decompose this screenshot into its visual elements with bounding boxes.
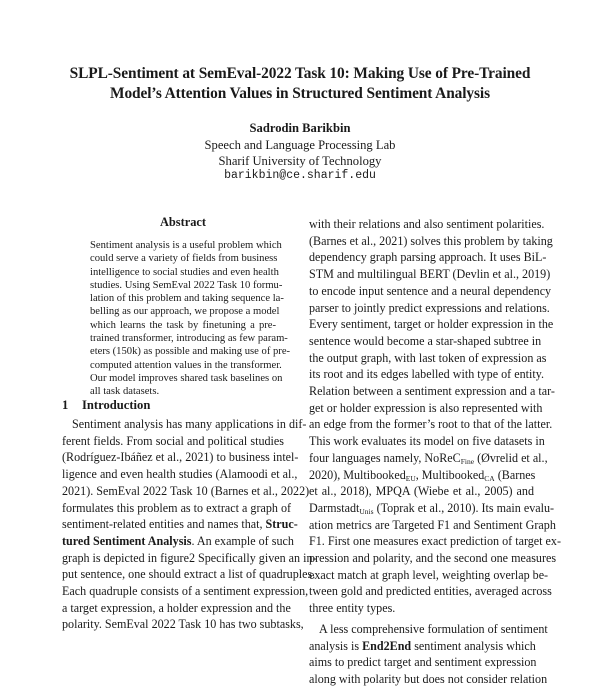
section-number: 1: [62, 398, 69, 412]
body-line: (Rodríguez-Ibáñez et al., 2021) to business intel-: [62, 450, 299, 465]
body-line: Relation between a sentiment expression and a tar-: [309, 384, 555, 399]
section-title: Introduction: [82, 398, 151, 412]
body-line: graph is depicted in figure2 Specifically given an in-: [62, 550, 317, 565]
body-line: Sentiment analysis has many applications in dif-: [72, 417, 307, 431]
bold-term: End2End: [362, 638, 412, 653]
subscript: Fine: [460, 456, 475, 466]
body-text: (Øvrelid et al.,: [474, 450, 548, 465]
abstract-line: computed attention values in the transformer.: [90, 359, 282, 371]
body-line: 2021). SemEval 2022 Task 10 (Barnes et al., 2022): [62, 483, 310, 498]
body-line: polarity. SemEval 2022 Task 10 has two subtasks,: [62, 617, 304, 632]
body-line: along with polarity but does not consider relation: [309, 671, 548, 686]
body-line: Every sentiment, target or holder expression in the: [309, 317, 554, 332]
affiliation-line-1: Speech and Language Processing Lab: [204, 137, 396, 152]
author-block: [0, 120, 600, 170]
title-line-1: SLPL-Sentiment at SemEval-2022 Task 10: Making Use of Pre-Trained: [69, 65, 531, 82]
body-text: (Toprak et al., 2010). Its main evalu-: [373, 500, 555, 515]
body-text: sentiment analysis which: [411, 638, 536, 653]
abstract-line: could serve a variety of fields from business: [90, 253, 278, 265]
abstract-line: studies. Using SemEval 2022 Task 10 formu-: [90, 279, 283, 291]
body-line: ation metrics are Targeted F1 and Sentiment Graph: [309, 517, 556, 532]
abstract-body: [90, 239, 291, 399]
body-text: 2020), Multibooked: [309, 467, 406, 482]
body-line: sentence would become a star-shaped subtree in: [309, 333, 542, 348]
subscript: CA: [484, 473, 495, 483]
abstract-line: trained transformer, introducing as few param-: [90, 333, 288, 345]
abstract-line: Our model improves shared task baselines on: [90, 372, 283, 384]
abstract-line: lation of this problem and taking sequence la-: [90, 293, 284, 305]
body-line: a target expression, a holder expression and the: [62, 600, 291, 615]
abstract-line: belling as our approach, we propose a model: [90, 306, 280, 318]
body-line: (Barnes et al., 2021) solves this problem by taking: [309, 233, 553, 248]
bold-term: tured Sentiment Analysis: [62, 533, 192, 548]
section-heading-introduction: [62, 398, 150, 413]
body-line: the output graph, with last token of expression as: [309, 350, 547, 365]
body-text: . An example of such: [191, 533, 294, 548]
body-line: tween gold and predicted entities, averaged across: [309, 584, 552, 599]
body-line: pression and polarity, and the second one measures: [309, 551, 557, 566]
body-line: [309, 450, 548, 467]
body-line: three entity types.: [309, 601, 396, 616]
body-line: formulates this problem as to extract a graph of: [62, 500, 292, 515]
body-line: F1. First one measures exact prediction of target ex-: [309, 534, 561, 549]
body-line: [309, 500, 555, 517]
body-line: parser to jointly predict expressions and relations.: [309, 300, 550, 315]
bold-term: Struc-: [265, 517, 298, 532]
body-line: A less comprehensive formulation of sentiment: [319, 621, 548, 636]
body-line: ligence and even health studies (Alamoodi et al.,: [62, 467, 298, 482]
body-line: Each quadruple consists of a sentiment expression,: [62, 584, 309, 599]
abstract-heading: Abstract: [159, 215, 207, 229]
body-line: et al., 2018), MPQA (Wiebe et al., 2005) and: [309, 484, 534, 499]
abstract-line: all task datasets.: [90, 386, 160, 398]
body-line: put sentence, one should extract a list of quadruples.: [62, 567, 316, 582]
affiliation-line-2: Sharif University of Technology: [218, 154, 382, 168]
body-text: , Multibooked: [415, 467, 485, 482]
body-line: [62, 533, 294, 550]
body-line: [62, 516, 298, 533]
abstract-line: eters (150k) as possible and making use of pre-: [90, 346, 291, 358]
body-line: STM and multilingual BERT (Devlin et al., 2019): [309, 267, 551, 282]
subscript: EU: [405, 473, 416, 483]
body-line: aims to predict target and sentiment expression: [309, 655, 537, 670]
body-line: ferent fields. From social and political studies: [62, 433, 284, 448]
author-email: barikbin@ce.sharif.edu: [224, 169, 376, 182]
body-line: get or holder expression is also represented with: [309, 400, 543, 415]
body-text: analysis is: [309, 638, 363, 653]
abstract-line: intelligence to social studies and even health: [90, 266, 279, 278]
intro-left-column: [62, 416, 317, 633]
author-name: Sadrodin Barikbin: [249, 121, 351, 135]
intro-right-column: [309, 216, 561, 688]
body-line: dependency graph parsing approach. It uses BiL-: [309, 250, 547, 265]
body-text: (Barnes: [494, 467, 536, 482]
subscript: Unis: [359, 506, 374, 516]
body-text: Darmstadt: [309, 500, 360, 515]
body-line: [309, 467, 534, 484]
abstract-line: which learns the task by finetuning a pre-: [90, 319, 276, 331]
body-line: its root and its edges labelled with type of entity.: [309, 367, 544, 382]
body-line: with their relations and also sentiment polarities.: [309, 217, 545, 231]
body-line: [309, 638, 534, 655]
body-line: This work evaluates its model on five datasets in: [309, 434, 545, 449]
title-line-2: Model’s Attention Values in Structured Sentiment Analysis: [110, 85, 490, 102]
body-line: exact match at graph level, weighting overlap be-: [309, 567, 549, 582]
abstract-line: Sentiment analysis is a useful problem which: [90, 240, 282, 251]
body-text: four languages namely, NoReC: [309, 450, 461, 465]
paper-title: [0, 64, 600, 104]
body-line: to encode input sentence and a neural dependency: [309, 283, 552, 298]
body-text: sentiment-related entities and names that,: [62, 517, 263, 532]
body-line: an edge from the former’s root to that of the latter.: [309, 417, 553, 432]
